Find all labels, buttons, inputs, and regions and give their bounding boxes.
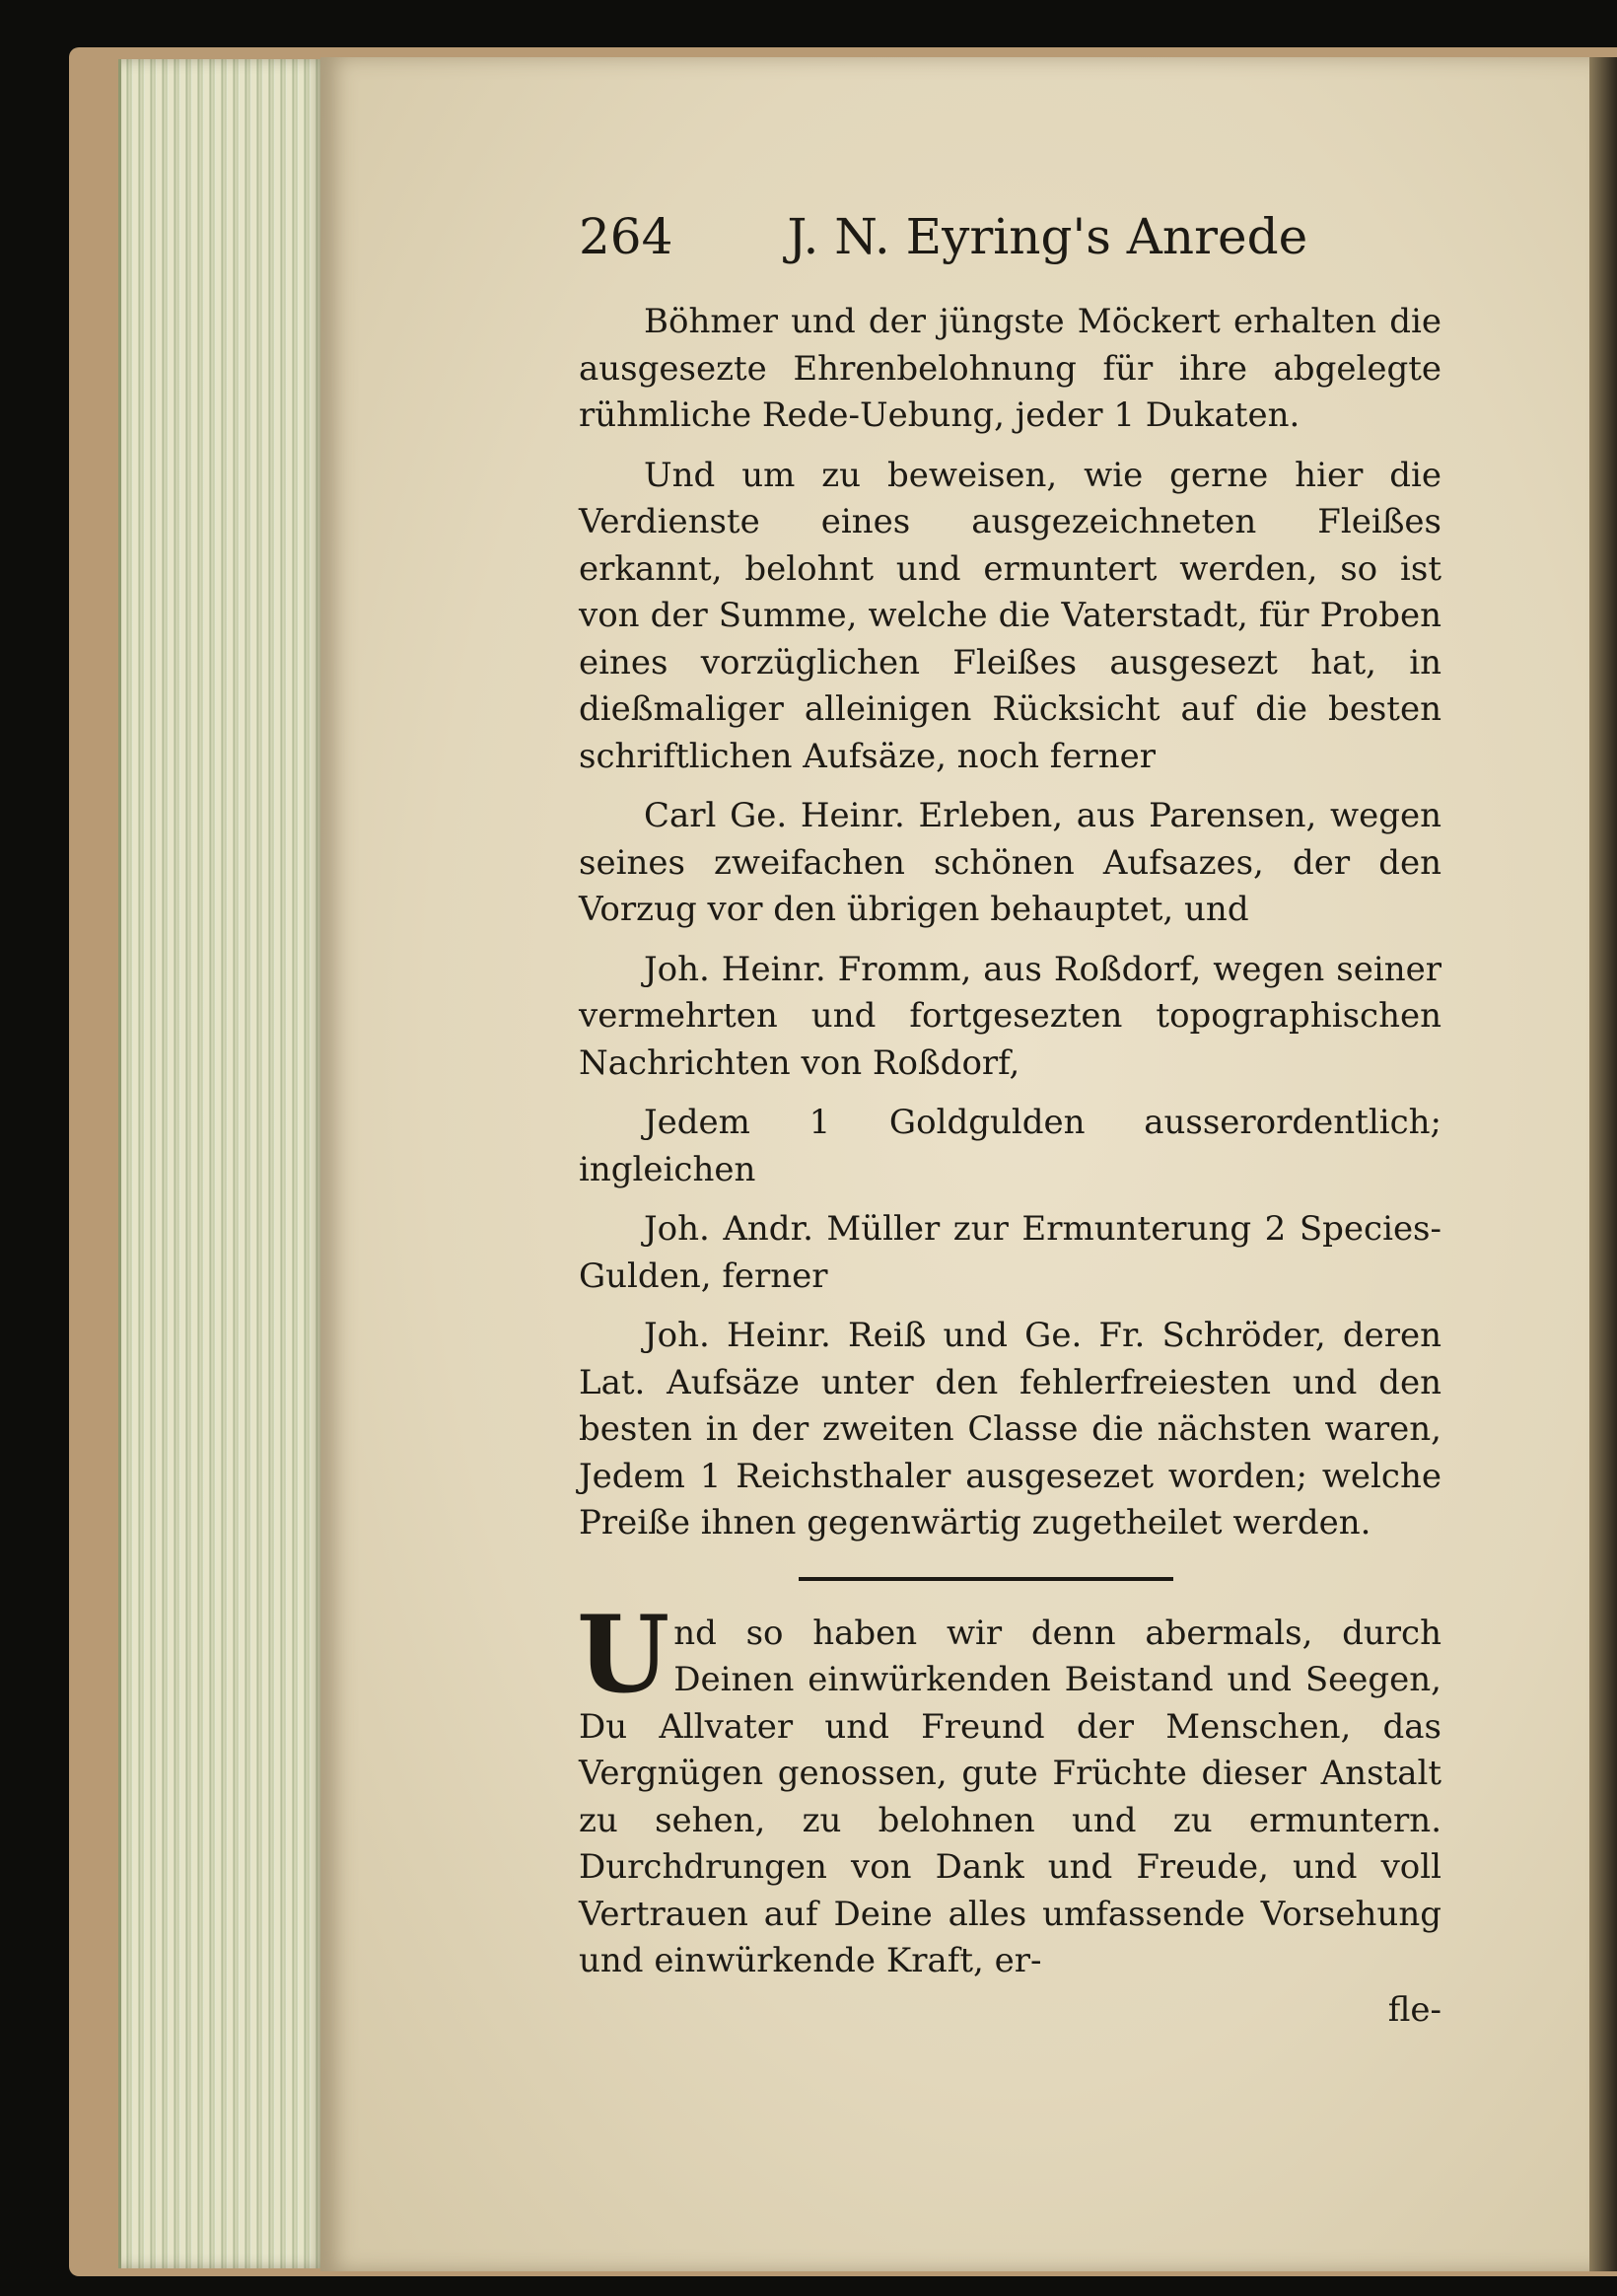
page-text-block: [579, 202, 1441, 2034]
catchword: fle-: [1387, 1989, 1441, 2030]
page-number: 264: [579, 208, 673, 265]
paragraph-6: Joh. Andr. Müller zur Ermunterung 2 Species-Gulden, ferner: [579, 1209, 1441, 1296]
paragraph-3: Carl Ge. Heinr. Erleben, aus Parensen, wegen seines zweifachen schönen Aufsazes, der den Vorzug vor den übrigen behauptet, und: [579, 796, 1441, 929]
section-divider: [799, 1577, 1173, 1581]
closing-text: nd so haben wir denn abermals, durch Deinen einwürkenden Beistand und Seegen, Du Allvater und Freund der Menschen, das Vergnügen genossen, gute Früchte dieser Anstalt zu sehen, zu belohnen und zu ermuntern. Durchdrungen von Dank und Freude, und voll Vertrauen auf Deine alles umfassende Vorsehung und einwürkende Kraft, er-: [579, 1613, 1441, 1980]
closing-paragraph: [577, 1592, 1441, 1985]
paragraph-1: Böhmer und der jüngste Möckert erhalten die ausgesezte Ehrenbelohnung für ihre abgelegte rühmliche Rede-Uebung, jeder 1 Dukaten.: [579, 302, 1441, 435]
paragraph-5: Jedem 1 Goldgulden ausserordentlich; ingleichen: [579, 1103, 1441, 1189]
paragraph-4: Joh. Heinr. Fromm, aus Roßdorf, wegen seiner vermehrten und fortgesezten topographischen Nachrichten von Roßdorf,: [579, 949, 1441, 1083]
running-head-title: J. N. Eyring's Anrede: [787, 208, 1308, 265]
paragraph-7: Joh. Heinr. Reiß und Ge. Fr. Schröder, deren Lat. Aufsäze unter den fehlerfreiesten und den besten in der zweiten Classe die nächsten waren, Jedem 1 Reichsthaler ausgesezet worden; welche Preiße ihnen gegenwärtig zugetheilet werden.: [579, 1316, 1441, 1543]
drop-cap: U: [577, 1592, 670, 1717]
paragraph-2: Und um zu beweisen, wie gerne hier die Verdienste eines ausgezeichneten Fleißes erkannt, belohnt und ermuntert werden, so ist von der Summe, welche die Vaterstadt, für Proben eines vorzüglichen Fleißes ausgesezt hat, in dießmaliger alleinigen Rücksicht auf die besten schriftlichen Aufsäze, noch ferner: [579, 455, 1441, 776]
page-stack-edges: [118, 59, 328, 2268]
running-header: [579, 202, 1441, 271]
page-gutter-shadow: [1589, 57, 1617, 2271]
